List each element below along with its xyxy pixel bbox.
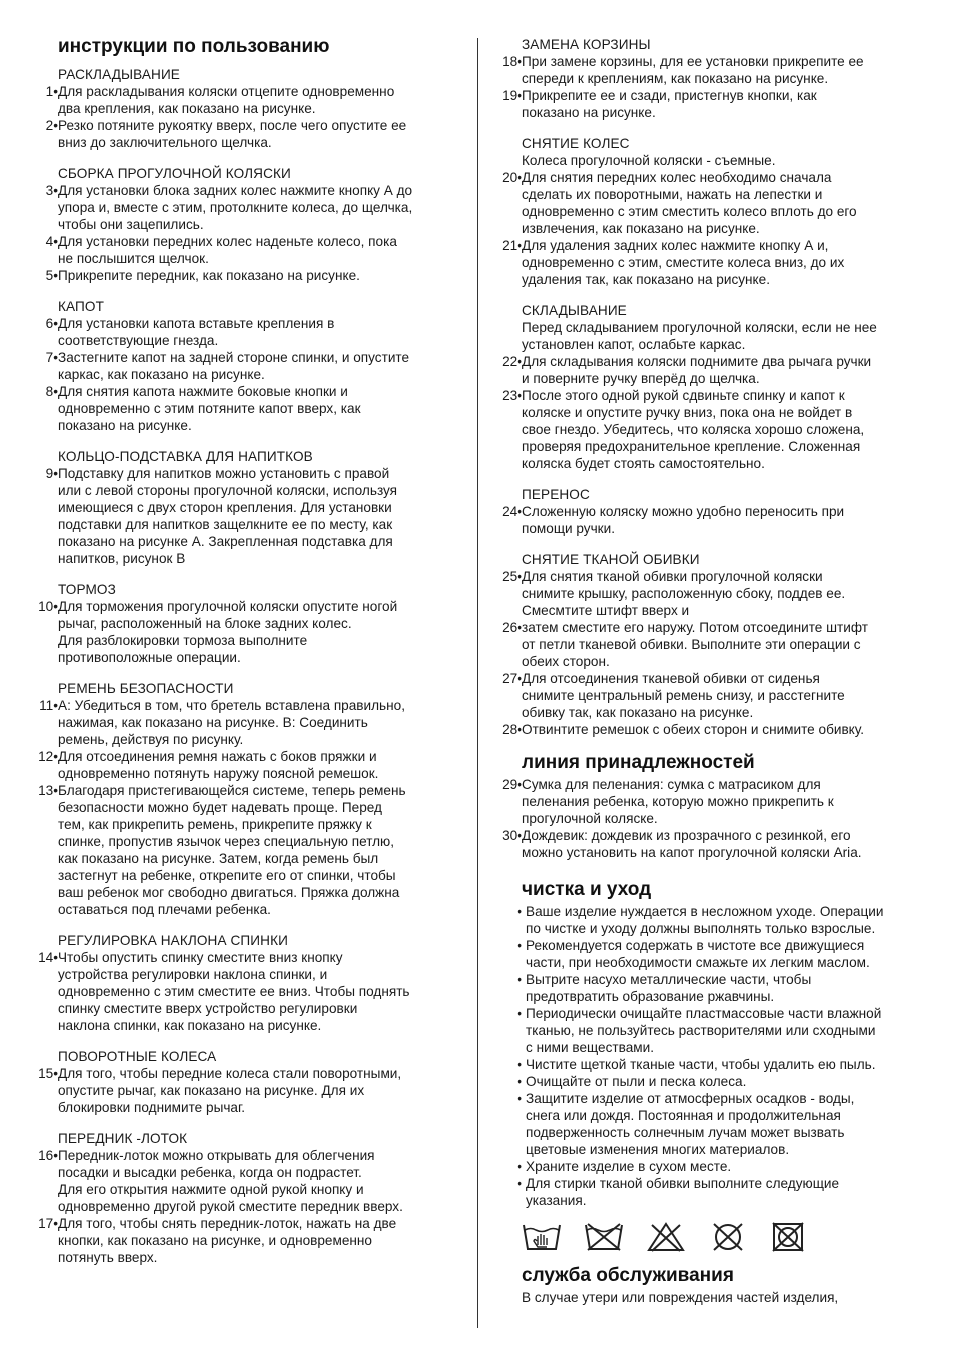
care-text: Храните изделие в сухом месте.: [526, 1159, 732, 1174]
bullet-mark: •: [517, 938, 522, 953]
bullet-mark: •: [517, 1057, 522, 1072]
instruction-item: [34, 465, 462, 567]
accessories-list: [498, 776, 924, 861]
step-number: 29•: [502, 777, 522, 792]
step-number: 13•: [38, 783, 58, 798]
instruction-item: [34, 267, 462, 284]
step-number: 3•: [45, 183, 58, 198]
step-text: Для установки блока задних колес нажмите кнопку А до упора и, вместе с этим, протолкните колеса, до щелчка, чтобы они зацепились.: [58, 183, 413, 232]
step-text: Для удаления задних колес нажмите кнопку А и, одновременно с этим, сместите колеса вниз, до их удаления так, как показано на рисунке.: [522, 238, 845, 287]
instruction-item: [34, 748, 462, 782]
section-title: СНЯТИЕ КОЛЕС: [522, 136, 630, 151]
step-number: 21•: [502, 238, 522, 253]
section-intro: Колеса прогулочной коляски - съемные.: [522, 153, 776, 168]
step-number: 28•: [502, 722, 522, 737]
step-text: Подставку для напитков можно установить с правой или с левой стороны прогулочной коляски, используя имеющиеся с двух сторон крепления. Для установки подставки для напитков защелкните ее по месту, как показано на рисунке А. Закрепленная подставка для напитков, рисунок В: [58, 466, 398, 566]
instruction-item: [34, 182, 462, 233]
instruction-section: [498, 36, 924, 121]
no-dry-clean-icon: [708, 1221, 748, 1253]
bullet-mark: •: [517, 1091, 522, 1106]
right-sections: [498, 36, 924, 738]
step-number: 5•: [45, 268, 58, 283]
step-number: 25•: [502, 569, 522, 584]
accessory-item: [498, 827, 924, 861]
instruction-item: [498, 670, 924, 721]
step-number: 17•: [38, 1216, 58, 1231]
step-number: 26•: [502, 620, 522, 635]
step-text: Для отсоединения ремня нажать с боков пряжки и одновременно потянуть наружу поясной ремешок.: [58, 749, 379, 781]
column-divider: [477, 38, 478, 1328]
step-text: Благодаря пристегивающейся системе, теперь ремень безопасности можно будет надевать проще. Перед тем, как прикрепить ремень, прикрепите пряжку к спинке, пропустив язычок через специальную петлю, как показано на рисунке. Затем, когда ремень был застегнут на ребенке, открепите его от спинки, чтобы ваш ребенок мог свободно двигаться. Пряжка должна оставаться под плечами ребенка.: [58, 783, 406, 917]
care-text: Вытрите насухо металлические части, чтобы предотвратить образование ржавчины.: [526, 972, 812, 1004]
instruction-item: [34, 782, 462, 918]
step-number: 11•: [39, 698, 58, 713]
service-heading: служба обслуживания: [522, 1265, 734, 1286]
section-title: ПЕРЕДНИК -ЛОТОК: [58, 1131, 188, 1146]
instruction-item: [498, 237, 924, 288]
instruction-section: [34, 1048, 462, 1116]
step-text: Для того, чтобы передние колеса стали поворотными, опустите рычаг, как показано на рисунке. Для их блокировки поднимите рычаг.: [58, 1066, 402, 1115]
bullet-mark: •: [517, 904, 522, 919]
bullet-mark: •: [517, 1074, 522, 1089]
hand-wash-icon: [522, 1221, 562, 1253]
instruction-section: [498, 135, 924, 288]
instructions-heading: инструкции по пользованию: [58, 36, 330, 57]
step-text: Для снятия передних колес необходимо сначала сделать их поворотными, нажать на лепестки и одновременно с этим сместить колесо вплоть до его извлечения, как показано на рисунке.: [522, 170, 857, 236]
step-number: 7•: [45, 350, 58, 365]
step-number: 14•: [38, 950, 58, 965]
step-text: Для раскладывания коляски отцепите одновременно два крепления, как показано на рисунке.: [58, 84, 395, 116]
instruction-item: [498, 387, 924, 472]
care-item: [498, 937, 924, 971]
care-text: Для стирки тканой обивки выполните следующие указания.: [526, 1176, 840, 1208]
left-sections: [34, 66, 462, 1266]
instruction-section: [498, 551, 924, 738]
step-number: 2•: [45, 118, 58, 133]
instruction-item: [498, 503, 924, 537]
instruction-item: [34, 383, 462, 434]
section-title: РЕГУЛИРОВКА НАКЛОНА СПИНКИ: [58, 933, 288, 948]
care-text: Чистите щеткой тканые части, чтобы удалить ею пыль.: [526, 1057, 876, 1072]
no-chlorine-icon: [646, 1221, 686, 1253]
instruction-section: [34, 165, 462, 284]
step-text: Чтобы опустить спинку сместите вниз кнопку устройства регулировки наклона спинки, и одновременно с этим сместите ее вниз. Чтобы поднять спинку сместите вверх устройство регулировки наклона спинки, как показано на рисунке.: [58, 950, 410, 1033]
step-text: Сумка для пеленания: сумка с матрасиком для пеленания ребенка, которую можно прикрепить к прогулочной коляске.: [522, 777, 834, 826]
care-text: Рекомендуется содержать в чистоте все движущиеся части, при необходимости смажьте их легким маслом.: [526, 938, 870, 970]
step-number: 27•: [502, 671, 522, 686]
step-text: Для установки капота вставьте крепления в соответствующие гнезда.: [58, 316, 335, 348]
left-column: [34, 36, 462, 1280]
care-symbols: [522, 1219, 924, 1255]
step-number: 8•: [45, 384, 58, 399]
step-text: Для того, чтобы снять передник-лоток, нажать на две кнопки, как показано на рисунке, и одновременно потянуть вверх.: [58, 1216, 397, 1265]
instruction-item: [498, 353, 924, 387]
care-text: Защитите изделие от атмосферных осадков - воды, снега или дождя. Постоянная и продолжительная подверженность солнечным лучам может вызвать цветовые изменения многих материалов.: [526, 1091, 855, 1157]
instruction-item: [498, 169, 924, 237]
instruction-item: [34, 1147, 462, 1215]
step-number: 9•: [45, 466, 58, 481]
instruction-section: [34, 448, 462, 567]
care-text: Периодически очищайте пластмассовые части влажной тканью, не пользуйтесь растворителями или сходными с ними веществами.: [526, 1006, 882, 1055]
step-text: Резко потяните рукоятку вверх, после чего опустите ее вниз до заключительного щелчка.: [58, 118, 407, 150]
instruction-section: [34, 298, 462, 434]
section-title: СНЯТИЕ ТКАНОЙ ОБИВКИ: [522, 552, 700, 567]
care-item: [498, 1005, 924, 1056]
accessory-item: [498, 776, 924, 827]
no-bleach-icon: [584, 1221, 624, 1253]
instruction-section: [34, 581, 462, 666]
bullet-mark: •: [517, 972, 522, 987]
step-text: Для торможения прогулочной коляски опустите ногой рычаг, расположенный на блоке задних колес. Для разблокировки тормоза выполните противоположные операции.: [58, 599, 398, 665]
no-tumble-dry-icon: [770, 1221, 806, 1253]
step-number: 12•: [38, 749, 58, 764]
step-number: 16•: [38, 1148, 58, 1163]
step-text: Передник-лоток можно открывать для облегчения посадки и высадки ребенка, когда он подрастет. Для его открытия нажмите одной рукой кнопку и одновременно другой рукой сместите передник вверх.: [58, 1148, 403, 1214]
step-number: 4•: [45, 234, 58, 249]
care-text: Очищайте от пыли и песка колеса.: [526, 1074, 747, 1089]
instruction-section: [34, 680, 462, 918]
section-title: КАПОТ: [58, 299, 104, 314]
care-item: [498, 1090, 924, 1158]
care-item: [498, 1056, 924, 1073]
step-text: Застегните капот на задней стороне спинки, и опустите каркас, как показано на рисунке.: [58, 350, 410, 382]
step-text: Прикрепите ее и сзади, пристегнув кнопки, как показано на рисунке.: [522, 88, 817, 120]
instruction-item: [34, 315, 462, 349]
step-number: 23•: [502, 388, 522, 403]
step-text: А: Убедиться в том, что бретель вставлена правильно, нажимая, как показано на рисунке. В: Соединить ремень, действуя по рисунку.: [58, 698, 405, 747]
step-text: При замене корзины, для ее установки прикрепите ее спереди к креплениям, как показано на рисунке.: [522, 54, 864, 86]
instruction-section: [498, 486, 924, 537]
care-item: [498, 903, 924, 937]
instruction-item: [34, 233, 462, 267]
instruction-section: [34, 1130, 462, 1266]
instruction-item: [498, 53, 924, 87]
instruction-section: [34, 66, 462, 151]
step-text: Прикрепите передник, как показано на рисунке.: [58, 268, 360, 283]
section-intro: Перед складыванием прогулочной коляски, если не нее установлен капот, ослабьте каркас.: [522, 320, 877, 352]
step-text: затем сместите его наружу. Потом отсоедините штифт от петли тканевой обивки. Выполните эти операции с обеих сторон.: [522, 620, 868, 669]
bullet-mark: •: [517, 1159, 522, 1174]
step-text: Дождевик: дождевик из прозрачного с резинкой, его можно установить на капот прогулочной коляски Aria.: [522, 828, 862, 860]
instruction-item: [34, 1215, 462, 1266]
care-list: [498, 903, 924, 1209]
instruction-section: [498, 302, 924, 472]
bullet-mark: •: [517, 1176, 522, 1191]
care-item: [498, 971, 924, 1005]
care-heading: чистка и уход: [522, 879, 652, 900]
instruction-item: [34, 83, 462, 117]
instruction-item: [498, 619, 924, 670]
section-title: КОЛЬЦО-ПОДСТАВКА ДЛЯ НАПИТКОВ: [58, 449, 313, 464]
step-text: Для установки передних колес наденьте колесо, пока не послышится щелчок.: [58, 234, 397, 266]
step-text: Для снятия капота нажмите боковые кнопки и одновременно с этим потяните капот вверх, как показано на рисунке.: [58, 384, 361, 433]
step-text: Отвинтите ремешок с обеих сторон и снимите обивку.: [522, 722, 864, 737]
care-item: [498, 1158, 924, 1175]
step-number: 19•: [502, 88, 522, 103]
instruction-item: [34, 697, 462, 748]
step-number: 15•: [38, 1066, 58, 1081]
instruction-item: [498, 721, 924, 738]
step-text: Для складывания коляски поднимите два рычага ручки и поверните ручку вперёд до щелчка.: [522, 354, 872, 386]
instruction-item: [34, 349, 462, 383]
section-title: РАСКЛАДЫВАНИЕ: [58, 67, 180, 82]
step-text: Для отсоединения тканевой обивки от сиденья снимите центральный ремень снизу, и расстегните обивку так, как показано на рисунке.: [522, 671, 845, 720]
instruction-item: [498, 568, 924, 619]
right-column: [498, 36, 924, 1306]
bullet-mark: •: [517, 1006, 522, 1021]
care-text: Ваше изделие нуждается в несложном уходе. Операции по чистке и уходу должны выполнять только взрослые.: [526, 904, 884, 936]
instruction-item: [34, 1065, 462, 1116]
service-text: В случае утери или повреждения частей изделия,: [522, 1290, 839, 1305]
accessories-heading: линия принадлежностей: [522, 752, 755, 773]
step-number: 24•: [502, 504, 522, 519]
step-number: 20•: [502, 170, 522, 185]
instruction-item: [34, 598, 462, 666]
instruction-section: [34, 932, 462, 1034]
step-text: После этого одной рукой сдвиньте спинку и капот к коляске и опустите ручку вниз, пока она не войдет в свое гнездо. Убедитесь, что коляска хорошо сложена, проверяя предохранительное крепление. Сложенная коляска будет стоять самостоятельно.: [522, 388, 865, 471]
section-title: ТОРМОЗ: [58, 582, 116, 597]
care-item: [498, 1175, 924, 1209]
section-title: ПОВОРОТНЫЕ КОЛЕСА: [58, 1049, 217, 1064]
section-title: СБОРКА ПРОГУЛОЧНОЙ КОЛЯСКИ: [58, 166, 291, 181]
care-item: [498, 1073, 924, 1090]
step-text: Сложенную коляску можно удобно переносить при помощи ручки.: [522, 504, 845, 536]
section-title: СКЛАДЫВАНИЕ: [522, 303, 627, 318]
section-title: РЕМЕНЬ БЕЗОПАСНОСТИ: [58, 681, 234, 696]
step-text: Для снятия тканой обивки прогулочной коляски снимите крышку, расположенную сбоку, поддев ее. Смесмтите штифт вверх и: [522, 569, 846, 618]
step-number: 22•: [502, 354, 522, 369]
step-number: 10•: [38, 599, 58, 614]
step-number: 30•: [502, 828, 522, 843]
step-number: 18•: [502, 54, 522, 69]
instruction-item: [498, 87, 924, 121]
section-title: ЗАМЕНА КОРЗИНЫ: [522, 37, 651, 52]
section-title: ПЕРЕНОС: [522, 487, 590, 502]
step-number: 6•: [45, 316, 58, 331]
instruction-item: [34, 117, 462, 151]
instruction-item: [34, 949, 462, 1034]
step-number: 1•: [45, 84, 58, 99]
